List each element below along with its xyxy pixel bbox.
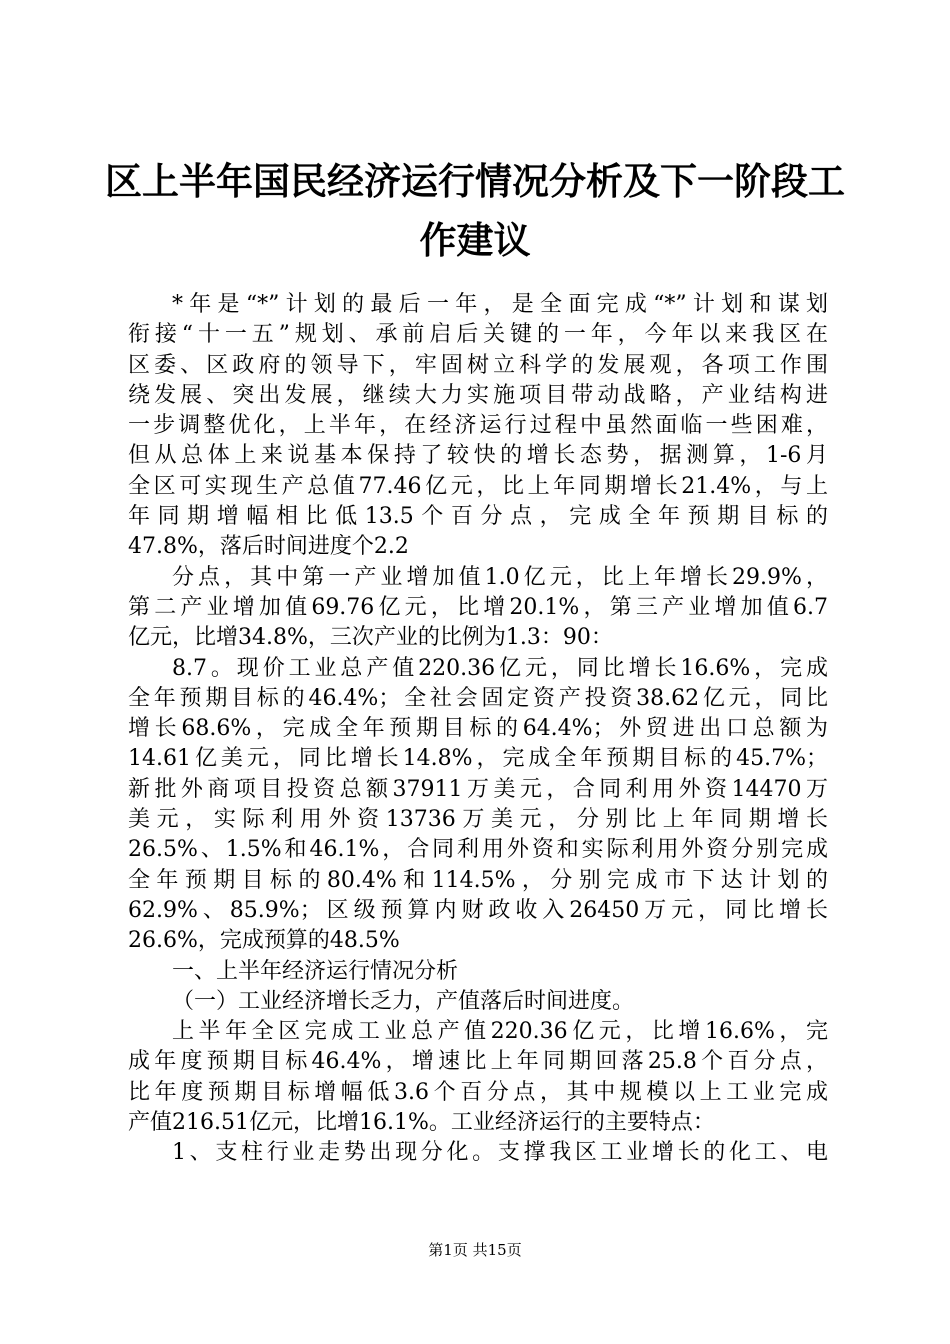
body-line: *年是“*”计划的最后一年，是全面完成“*”计划和谋划	[172, 292, 828, 317]
body-line: 年同期增幅相比低13.5个百分点，完成全年预期目标的	[128, 504, 828, 530]
body-line: 区委、区政府的领导下，牢固树立科学的发展观，各项工作围	[128, 352, 828, 378]
document-title-line-2: 作建议	[419, 219, 531, 262]
body-line: 全年预期目标的80.4%和114.5%，分别完成市下达计划的	[128, 867, 828, 893]
document-title-line-1: 区上半年国民经济运行情况分析及下一阶段工	[105, 160, 845, 203]
body-line: 但从总体上来说基本保持了较快的增长态势，据测算，1-6月	[128, 443, 828, 469]
body-line: 47.8%，落后时间进度个2.2	[128, 534, 409, 560]
section-heading: 一、上半年经济运行情况分析	[172, 958, 459, 984]
body-line: 全年预期目标的46.4%；全社会固定资产投资38.62亿元，同比	[128, 685, 828, 711]
body-line: 26.5%、1.5%和46.1%，合同利用外资和实际利用外资分别完成	[128, 837, 828, 863]
body-line: 比年度预期目标增幅低3.6个百分点，其中规模以上工业完成	[128, 1079, 828, 1105]
body-line: 衔接“十一五”规划、承前启后关键的一年，今年以来我区在	[128, 322, 828, 348]
document-body	[128, 290, 828, 1169]
body-line: 一步调整优化，上半年，在经济运行过程中虽然面临一些困难，	[128, 413, 828, 439]
body-line: 8.7。现价工业总产值220.36亿元，同比增长16.6%，完成	[172, 655, 828, 681]
body-line: 上半年全区完成工业总产值220.36亿元，比增16.6%，完	[172, 1019, 828, 1045]
body-line: 产值216.51亿元，比增16.1%。工业经济运行的主要特点：	[128, 1110, 715, 1136]
body-line: 26.6%，完成预算的48.5%	[128, 928, 400, 954]
page-footer: 第1页 共15页	[428, 1241, 522, 1259]
body-line: 第二产业增加值69.76亿元，比增20.1%，第三产业增加值6.7	[128, 594, 828, 620]
body-line: 亿元，比增34.8%，三次产业的比例为1.3：90：	[128, 625, 613, 651]
body-line: 62.9%、85.9%；区级预算内财政收入26450万元，同比增长	[128, 897, 828, 923]
body-line: 成年度预期目标46.4%，增速比上年同期回落25.8个百分点，	[128, 1049, 828, 1075]
body-line: 增长68.6%，完成全年预期目标的64.4%；外贸进出口总额为	[128, 716, 828, 742]
body-line: 分点，其中第一产业增加值1.0亿元，比上年增长29.9%，	[172, 564, 828, 590]
body-line: 1、支柱行业走势出现分化。支撑我区工业增长的化工、电	[172, 1140, 828, 1166]
body-line: 绕发展、突出发展，继续大力实施项目带动战略，产业结构进	[128, 382, 828, 408]
body-line: 14.61亿美元，同比增长14.8%，完成全年预期目标的45.7%；	[128, 746, 828, 772]
body-line: 美元，实际利用外资13736万美元，分别比上年同期增长	[128, 807, 828, 833]
subsection-heading: （一）工业经济增长乏力，产值落后时间进度。	[172, 988, 635, 1014]
body-line: 新批外商项目投资总额37911万美元，合同利用外资14470万	[128, 776, 828, 802]
body-line: 全区可实现生产总值77.46亿元，比上年同期增长21.4%，与上	[128, 473, 828, 499]
